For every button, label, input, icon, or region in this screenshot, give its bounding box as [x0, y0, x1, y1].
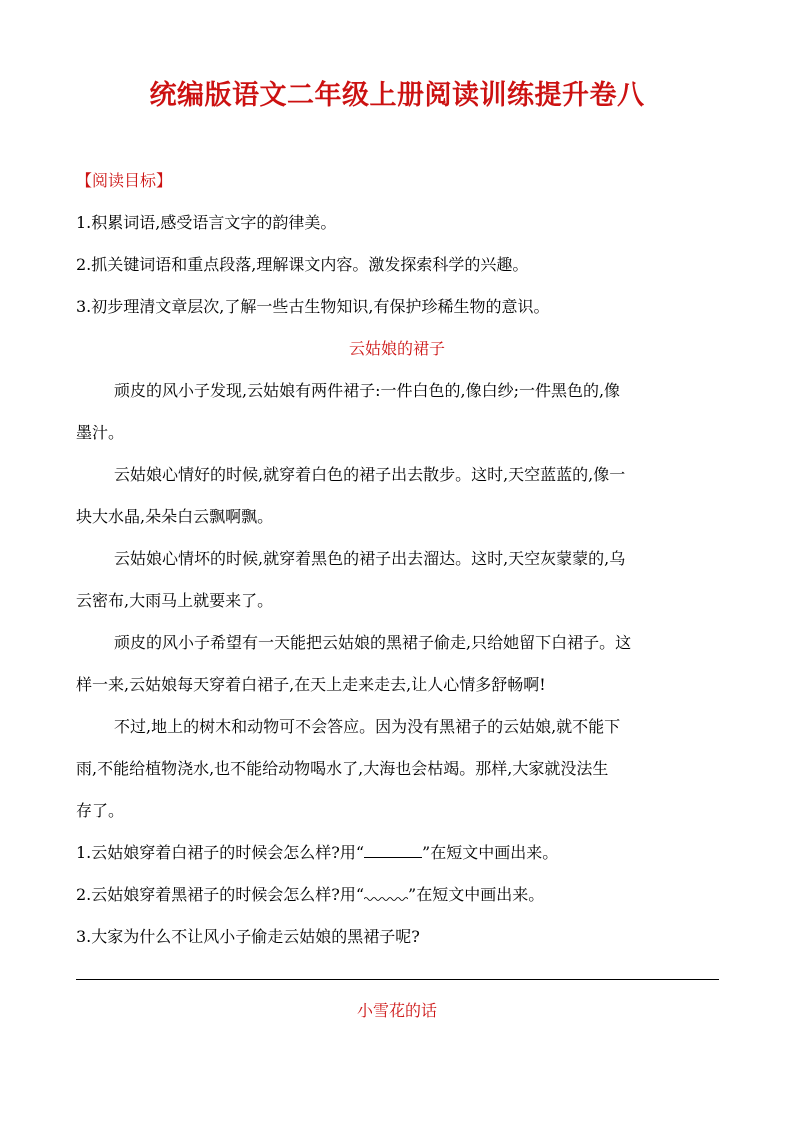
- question-1: [76, 842, 720, 864]
- passage-1-line: 墨汁。: [76, 423, 125, 442]
- question-1-text-after: ”在短文中画出来。: [422, 843, 559, 862]
- question-2-text-before: 2.云姑娘穿着黑裙子的时候会怎么样?用“: [76, 885, 365, 904]
- passage-1-line: 云姑娘心情坏的时候,就穿着黑色的裙子出去溜达。这时,天空灰蒙蒙的,乌: [114, 549, 626, 568]
- question-1-text-before: 1.云姑娘穿着白裙子的时候会怎么样?用“: [76, 843, 365, 862]
- question-3: 3.大家为什么不让风小子偷走云姑娘的黑裙子呢?: [76, 927, 420, 946]
- passage-1-line: 样一来,云姑娘每天穿着白裙子,在天上走来走去,让人心情多舒畅啊!: [76, 675, 546, 694]
- section-divider: [76, 979, 719, 980]
- objective-item-2: 2.抓关键词语和重点段落,理解课文内容。激发探索科学的兴趣。: [76, 255, 529, 274]
- passage-1-line: 不过,地上的树木和动物可不会答应。因为没有黑裙子的云姑娘,就不能下: [114, 717, 621, 736]
- passage-1-line: 雨,不能给植物浇水,也不能给动物喝水了,大海也会枯竭。那样,大家就没法生: [76, 759, 609, 778]
- passage-1-line: 云姑娘心情好的时候,就穿着白色的裙子出去散步。这时,天空蓝蓝的,像一: [114, 465, 626, 484]
- passage-1-line: 顽皮的风小子发现,云姑娘有两件裙子:一件白色的,像白纱;一件黑色的,像: [114, 381, 621, 400]
- objective-item-3: 3.初步理清文章层次,了解一些古生物知识,有保护珍稀生物的意识。: [76, 297, 550, 316]
- straight-underline-mark: [364, 843, 422, 858]
- passage-1-title: 云姑娘的裙子: [348, 339, 445, 358]
- passage-1-line: 顽皮的风小子希望有一天能把云姑娘的黑裙子偷走,只给她留下白裙子。这: [114, 633, 632, 652]
- passage-1-line: 存了。: [76, 801, 125, 820]
- passage-1-line: 云密布,大雨马上就要来了。: [76, 591, 274, 610]
- question-2-text-after: ”在短文中画出来。: [408, 885, 545, 904]
- wavy-underline-mark: [364, 886, 408, 900]
- question-2: [76, 884, 720, 906]
- objective-item-1: 1.积累词语,感受语言文字的韵律美。: [76, 213, 337, 232]
- passage-2-title: 小雪花的话: [356, 1001, 437, 1020]
- passage-1-line: 块大水晶,朵朵白云飘啊飘。: [76, 507, 274, 526]
- objectives-heading: 【阅读目标】: [76, 171, 173, 190]
- page-title: 统编版语文二年级上册阅读训练提升卷八: [149, 80, 645, 111]
